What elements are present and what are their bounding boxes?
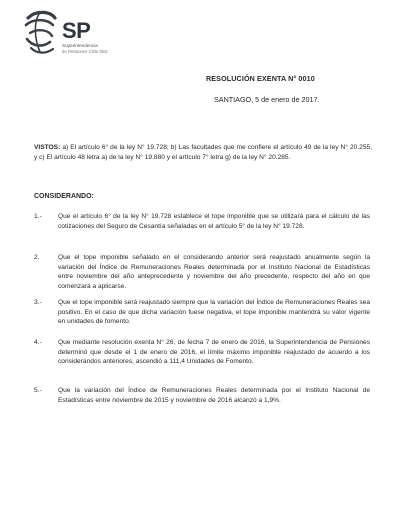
item-text: Que mediante resolución exenta N° 26, de fecha 7 de enero de 2016, la Superintendencia de Pensiones determinó que desde el 1 de enero de 2016, el límite máximo imponible reajustado de acuerdo a los considerandos anteriores, ascendió a 111,4 Unidades de Fomento.: [58, 339, 370, 366]
considerando-item: [34, 338, 370, 367]
item-text: Que el tope imponible será reajustado siempre que la variación del Índice de Remuneraciones Reales sea positivo. En el caso de que dicha variación fuese negativa, el tope imponible mantendrá su valor vigente en unidades de fomento.: [58, 299, 370, 326]
swirl-logo-icon: [22, 8, 60, 58]
item-number: 2.: [34, 254, 40, 261]
item-text: Que el artículo 6° de la ley N° 19.728 establece el tope imponible que se utilizará para el cálculo de las cotizaciones del Seguro de Cesantía señaladas en el artículo 5° de la ley N° 19.728.: [58, 213, 370, 230]
item-number: 3.-: [34, 299, 42, 306]
logo-line2: [62, 50, 108, 54]
superintendencia-logo: [22, 8, 142, 60]
vistos-paragraph: [34, 143, 372, 162]
logo-mark: SP: [62, 18, 91, 43]
resolution-date: SANTIAGO, 5 de enero de 2017.: [214, 95, 320, 104]
vistos-label: VISTOS:: [34, 144, 61, 151]
resolution-title: RESOLUCIÓN EXENTA N° 0010: [206, 74, 315, 83]
considerando-heading: CONSIDERANDO:: [34, 193, 94, 200]
vistos-text: a) El artículo 6° de la ley N° 19.728; b) Las facultades que me confiere el artículo 49 de la ley N° 20.255, y c) El artículo 48 letra a) de la ley N° 19.880 y el artículo 7° letra g) de la ley N° 20.285.: [34, 144, 372, 161]
logo-line1: Superintendencia: [62, 43, 98, 48]
considerando-item: [34, 386, 370, 405]
considerando-item: [34, 253, 370, 291]
considerando-item: [34, 298, 370, 327]
item-number: 5.-: [34, 387, 42, 394]
item-number: 1.-: [34, 213, 42, 220]
item-number: 4.-: [34, 339, 42, 346]
considerando-item: [34, 212, 370, 231]
logo-line3-text: Chile SBS: [88, 49, 108, 54]
item-text: Que el tope imponible señalado en el considerando anterior será reajustado anualmente según la variación del Índice de Remuneraciones Reales determinada por el Instituto Nacional de Estadísticas entre noviembre del año anteprecedente y noviembre del año precedente, respecto del año en que comenzará a aplicarse.: [58, 254, 370, 290]
item-text: Que la variación del Índice de Remuneraciones Reales determinada por el Instituto Nacional de Estadísticas entre noviembre de 2015 y noviembre de 2016 alcanzó a 1,9%.: [58, 387, 370, 404]
logo-line2-text: de Pensiones: [62, 49, 88, 54]
